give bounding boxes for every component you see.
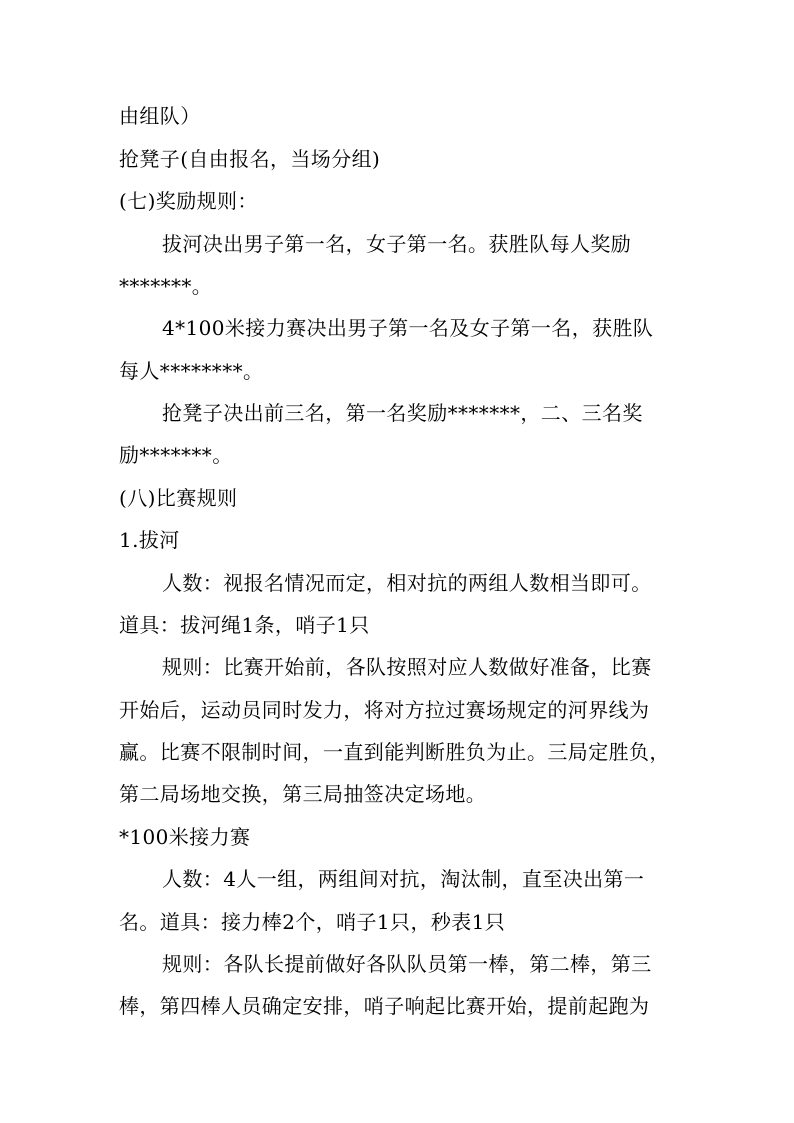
text-line-tug-rules-1: 规则：比赛开始前，各队按照对应人数做好准备，比赛 bbox=[162, 655, 652, 679]
section-heading-rewards: (七)奖励规则： bbox=[119, 189, 258, 213]
text-line-relay-people: 人数：4人一组，两组间对抗，淘汰制，直至决出第一 bbox=[162, 867, 645, 891]
section-heading-rules: (八)比赛规则 bbox=[119, 486, 238, 510]
text-line-2: 抢凳子(自由报名，当场分组) bbox=[119, 147, 381, 171]
text-line-1: 由组队） bbox=[119, 104, 201, 128]
text-line-relay-props: 名。道具：接力棒2个，哨子1只，秒表1只 bbox=[119, 910, 506, 934]
text-line-tug-props: 道具：拔河绳1条，哨子1只 bbox=[119, 613, 370, 637]
text-line-tug-people: 人数：视报名情况而定，相对抗的两组人数相当即可。 bbox=[162, 571, 652, 595]
text-line-relay-reward: 4*100米接力赛决出男子第一名及女子第一名，获胜队 bbox=[162, 316, 654, 340]
text-line-relay-rules-1: 规则：各队长提前做好各队队员第一棒，第二棒，第三 bbox=[162, 952, 652, 976]
text-line-tug-rules-3: 赢。比赛不限制时间，一直到能判断胜负为止。三局定胜负， bbox=[119, 740, 670, 764]
text-line-5: *******。 bbox=[119, 274, 213, 298]
text-line-tug-rules-2: 开始后，运动员同时发力，将对方拉过赛场规定的河界线为 bbox=[119, 698, 650, 722]
text-line-7: 每人********。 bbox=[119, 359, 264, 383]
text-line-relay-rules-2: 棒，第四棒人员确定安排，哨子响起比赛开始，提前起跑为 bbox=[119, 994, 650, 1018]
subheading-relay: *100米接力赛 bbox=[119, 825, 251, 849]
subheading-tug-of-war: 1.拔河 bbox=[119, 528, 180, 552]
text-line-chair-reward: 抢凳子决出前三名，第一名奖励*******，二、三名奖 bbox=[162, 401, 643, 425]
text-line-tug-reward: 拔河决出男子第一名，女子第一名。获胜队每人奖励 bbox=[162, 232, 632, 256]
text-line-9: 励*******。 bbox=[119, 443, 233, 467]
text-line-tug-rules-4: 第二局场地交换，第三局抽签决定场地。 bbox=[119, 782, 487, 806]
